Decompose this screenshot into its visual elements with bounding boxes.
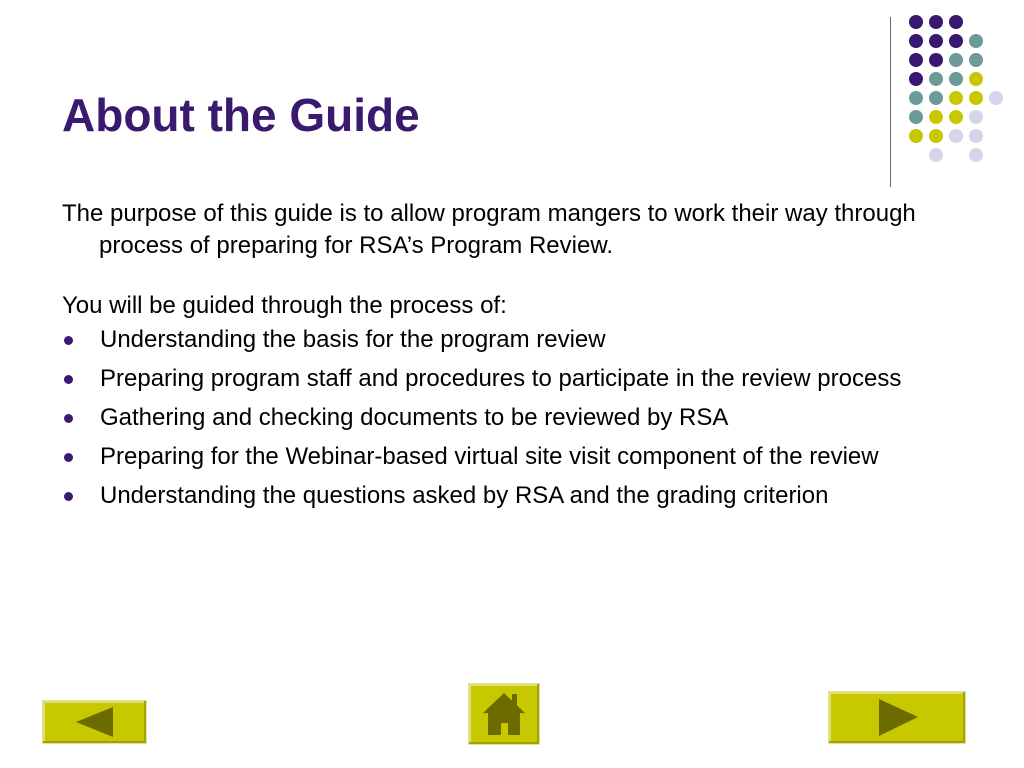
list-item: [62, 480, 962, 512]
decorative-dot: [909, 34, 923, 48]
decorative-dot: [929, 34, 943, 48]
decorative-dot: [969, 34, 983, 48]
decorative-dot: [909, 110, 923, 124]
decorative-dot: [949, 110, 963, 124]
decorative-dot: [969, 129, 983, 143]
decorative-dot: [929, 53, 943, 67]
back-button[interactable]: [42, 700, 147, 744]
decorative-dot: [969, 72, 983, 86]
decorative-dot: [949, 15, 963, 29]
decorative-dot: [929, 148, 943, 162]
list-item-text: Preparing program staff and procedures to participate in the review process: [100, 365, 902, 392]
process-list: [62, 324, 962, 512]
decorative-dot: [949, 34, 963, 48]
bullet-icon: [64, 453, 73, 462]
decorative-dot: [929, 91, 943, 105]
left-arrow-icon: [43, 701, 146, 743]
bullet-icon: [64, 375, 73, 384]
decorative-dot: [989, 91, 1003, 105]
decorative-dot: [969, 110, 983, 124]
intro-paragraph: The purpose of this guide is to allow program mangers to work their way through process of preparing for RSA’s Program Review.: [62, 200, 916, 259]
list-item-text: Understanding the questions asked by RSA and the grading criterion: [100, 482, 829, 509]
bullet-icon: [64, 336, 73, 345]
decorative-dot: [969, 91, 983, 105]
decorative-dot: [929, 110, 943, 124]
decorative-dot: [909, 15, 923, 29]
decorative-dot: [949, 129, 963, 143]
list-item: [62, 324, 962, 356]
decorative-dot: [969, 148, 983, 162]
slide-body: [62, 198, 962, 519]
list-item-text: Gathering and checking documents to be reviewed by RSA: [100, 404, 729, 431]
decorative-dot: [909, 91, 923, 105]
list-item: [62, 363, 962, 395]
list-item: [62, 402, 962, 434]
right-arrow-icon: [829, 692, 965, 743]
decorative-dot: [909, 129, 923, 143]
decorative-dot: [909, 72, 923, 86]
vertical-divider: [890, 17, 891, 187]
decorative-dot: [949, 53, 963, 67]
slide-title: About the Guide: [62, 89, 420, 141]
list-item-text: Understanding the basis for the program review: [100, 326, 606, 353]
home-button[interactable]: [468, 683, 540, 745]
decorative-dot: [929, 15, 943, 29]
list-item: [62, 441, 962, 473]
forward-button[interactable]: [828, 691, 966, 744]
decorative-dot: [929, 72, 943, 86]
home-icon: [469, 684, 539, 744]
decorative-dot: [929, 129, 943, 143]
decorative-dot: [969, 53, 983, 67]
lead-sentence: You will be guided through the process of:: [62, 292, 507, 319]
decorative-dot: [909, 53, 923, 67]
bullet-icon: [64, 414, 73, 423]
decorative-dot: [949, 72, 963, 86]
list-item-text: Preparing for the Webinar-based virtual site visit component of the review: [100, 443, 879, 470]
bullet-icon: [64, 492, 73, 501]
decorative-dot: [949, 91, 963, 105]
